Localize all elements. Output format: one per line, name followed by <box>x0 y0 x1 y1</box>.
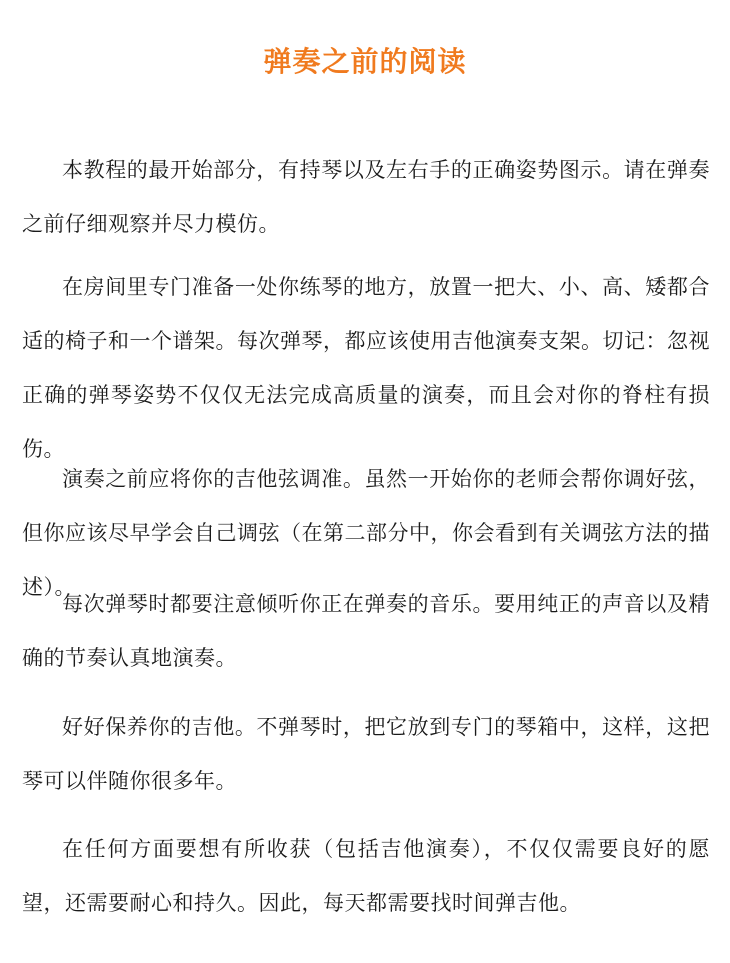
paragraph-intro: 本教程的最开始部分，有持琴以及左右手的正确姿势图示。请在弹奏之前仔细观察并尽力模仿。 <box>22 158 710 236</box>
paragraph-tuning: 演奏之前应将你的吉他弦调准。虽然一开始你的老师会帮你调好弦，但你应该尽早学会自己调弦（在第二部分中，你会看到有关调弦方法的描述）。 <box>22 467 710 599</box>
paragraph-listening: 每次弹琴时都要注意倾听你正在弹奏的音乐。要用纯正的声音以及精确的节奏认真地演奏。 <box>22 592 710 670</box>
paragraph-practice-space: 在房间里专门准备一处你练琴的地方，放置一把大、小、高、矮都合适的椅子和一个谱架。每次弹琴，都应该使用吉他演奏支架。切记：忽视正确的弹琴姿势不仅仅无法完成高质量的演奏，而且会对你的脊柱有损伤。 <box>22 275 710 461</box>
page-title: 弹奏之前的阅读 <box>263 45 467 78</box>
paragraph-persistence: 在任何方面要想有所收获（包括吉他演奏），不仅仅需要良好的愿望，还需要耐心和持久。因此，每天都需要找时间弹吉他。 <box>22 837 710 915</box>
paragraph-care: 好好保养你的吉他。不弹琴时，把它放到专门的琴箱中，这样，这把琴可以伴随你很多年。 <box>22 715 710 793</box>
